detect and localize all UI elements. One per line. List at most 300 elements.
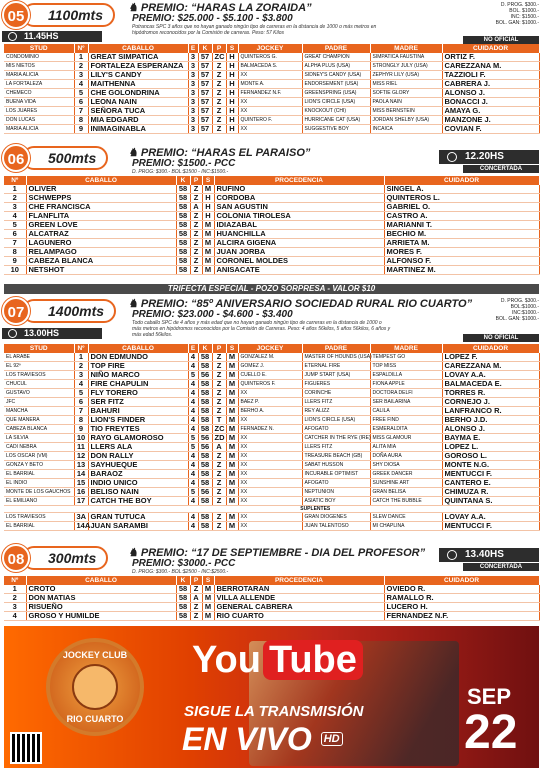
table-cell: M (202, 230, 214, 239)
bet-info: D. PROG. $300.- BOL. $1000.- INC: $1500.- BOL. GAN: $1000.- (495, 2, 539, 26)
table-cell: EL BARRIAL (4, 522, 74, 531)
table-cell: 3A (74, 513, 88, 522)
table-cell: Z (190, 585, 202, 594)
table-cell: XX (238, 434, 302, 443)
table-cell: H (202, 194, 214, 203)
table-cell: LOVAY A.A. (442, 371, 539, 380)
column-header: STUD (4, 44, 74, 53)
table-cell: XX (238, 470, 302, 479)
table-cell: LOS JUARES (4, 107, 74, 116)
table-cell: 4 (188, 389, 198, 398)
table-cell: 15 (74, 479, 88, 488)
table-cell: 7 (74, 107, 88, 116)
table-cell: SAN AGUSTIN (214, 203, 384, 212)
table-cell: REY ALIZZ (302, 407, 370, 416)
table-cell: RELAMPAGO (26, 248, 176, 257)
table-cell: MANZONE J. (442, 116, 539, 125)
table-cell: LLERS FITZ (302, 398, 370, 407)
table-cell: DON MATIAS (26, 594, 176, 603)
table-cell: 58 (176, 185, 190, 194)
horse-icon: ♞ (128, 147, 138, 159)
clock-icon (8, 329, 17, 338)
table-cell: 3 (188, 125, 198, 134)
table-cell: GOMEZ J. (238, 362, 302, 371)
table-cell: DOCTORA DELFI (370, 389, 442, 398)
table-cell: Z (212, 89, 226, 98)
table-cell: 3 (4, 603, 26, 612)
race-distance: 300mts (22, 546, 108, 570)
table-cell: LION'S CIRCLE (USA) (302, 416, 370, 425)
race-distance: 1100mts (22, 3, 115, 27)
prize-money: PREMIO: $25.000 - $5.100 - $3.800 (132, 13, 293, 24)
column-header: PROCEDENCIA (214, 176, 384, 185)
table-cell: 3 (188, 53, 198, 62)
stream-tagline: SIGUE LA TRANSMISIÓN (184, 703, 364, 720)
table-cell: Z (190, 185, 202, 194)
table-cell: 6 (4, 230, 26, 239)
table-cell: DON EDMUNDO (88, 353, 188, 362)
table-cell: MASTER OF HOUNDS (USA) (302, 353, 370, 362)
table-cell: CAREZZANA M. (442, 362, 539, 371)
table-cell: M (226, 461, 238, 470)
table-cell: 6 (74, 398, 88, 407)
column-header: JOCKEY (238, 44, 302, 53)
table-cell: 10 (74, 434, 88, 443)
table-cell: Z (190, 248, 202, 257)
race-7 (0, 296, 543, 531)
table-cell: STRONGLY JULY (USA) (370, 62, 442, 71)
table-cell: ESMERALDITA (370, 425, 442, 434)
table-cell: LILY'S CANDY (88, 71, 188, 80)
table-cell: M (226, 371, 238, 380)
table-cell: Z (212, 452, 226, 461)
table-cell: 58 (176, 257, 190, 266)
table-cell: M (226, 513, 238, 522)
table-cell: LLERS FITZ (302, 443, 370, 452)
table-cell: MONTE A. (238, 80, 302, 89)
table-cell: CORDOBA (214, 194, 384, 203)
table-cell: 58 (198, 479, 212, 488)
column-header: K (198, 44, 212, 53)
table-cell: MISS BERNSTEIN (370, 107, 442, 116)
race-6 (0, 143, 543, 275)
table-cell: CUELLO E. (238, 371, 302, 380)
table-cell: SINGEL A. (384, 185, 539, 194)
table-cell: M (202, 248, 214, 257)
table-cell: MENTUCCI F. (442, 522, 539, 531)
table-row (4, 239, 539, 248)
table-cell: XX (238, 416, 302, 425)
table-cell: IDIAZABAL (214, 221, 384, 230)
table-cell: 14A (74, 522, 88, 531)
table-cell: TEMPEST GO (370, 353, 442, 362)
table-cell: Z (212, 71, 226, 80)
table-cell: 5 (188, 371, 198, 380)
table-cell: QUINTEROS G. (238, 53, 302, 62)
table-cell: Z (212, 380, 226, 389)
table-cell: FREE FIND (370, 416, 442, 425)
table-cell: TORRES R. (442, 389, 539, 398)
table-cell: CADI NEBRA (4, 443, 74, 452)
table-cell: XX (238, 461, 302, 470)
table-cell: M (226, 470, 238, 479)
table-cell: 58 (176, 230, 190, 239)
table-cell: 5 (188, 443, 198, 452)
status-badge: NO OFICIAL (463, 36, 539, 44)
bet-info: D. PROG. $300.- BOL:$1000.- INC:$1000.- BOL. GAN: $1000.- (495, 298, 539, 322)
table-cell: H (202, 212, 214, 221)
table-cell: M (226, 416, 238, 425)
table-cell: 4 (188, 513, 198, 522)
table-cell: 57 (198, 107, 212, 116)
table-cell: BELISO NAIN (88, 488, 188, 497)
table-cell: TAZZIOLI F. (442, 71, 539, 80)
race-conditions: Potrancas SPC 3 años que no hayan ganado ningún tipo de carreras en la distancia de 1000 o más metros en hipódromos reconocidos por la Comisión de carreras. Peso: 57 Kilos (132, 24, 377, 36)
table-cell: CABRERA J. (442, 80, 539, 89)
table-cell: A (190, 594, 202, 603)
table-cell: 5 (74, 389, 88, 398)
column-header: K (176, 176, 190, 185)
table-cell: 58 (198, 380, 212, 389)
table-cell: M (226, 407, 238, 416)
table-cell: Z (212, 353, 226, 362)
table-cell: SLEW DANCE (370, 513, 442, 522)
table-cell: Z (212, 522, 226, 531)
table-cell: SOFTIE GLORY (370, 89, 442, 98)
table-cell: M (226, 398, 238, 407)
table-cell: 58 (198, 470, 212, 479)
table-cell: MAITHENNA (88, 80, 188, 89)
qr-code-icon[interactable] (10, 732, 42, 764)
table-cell: INIMAGINABLA (88, 125, 188, 134)
table-cell: CATCHER IN THE RYE (IRE) (302, 434, 370, 443)
race-time: 13.40HS (439, 548, 539, 562)
table-cell: M (226, 488, 238, 497)
table-cell: Z (190, 266, 202, 275)
live-label: EN VIVO $^{HD}$ (182, 722, 343, 756)
clock-icon (447, 550, 457, 560)
table-cell: MARIA ALICIA (4, 125, 74, 134)
table-cell: 58 (198, 362, 212, 371)
race-distance: 500mts (22, 146, 108, 170)
table-cell: Z (212, 107, 226, 116)
table-cell: MIA EDGARD (88, 116, 188, 125)
table-cell: COLONIA TIROLESA (214, 212, 384, 221)
table-cell: 57 (198, 53, 212, 62)
column-header: E (188, 44, 198, 53)
table-cell: 4 (188, 362, 198, 371)
horse-icon: ♞ (128, 2, 138, 14)
table-cell: GREAT CHAMPION (302, 53, 370, 62)
table-cell: SIMPATICA FAUSTINA (370, 53, 442, 62)
table-cell: ARRIETA M. (384, 239, 539, 248)
table-cell: 8 (74, 116, 88, 125)
table-cell: SER FITZ (88, 398, 188, 407)
table-cell: FIGUERES (302, 380, 370, 389)
table-cell: LOVAY A.A. (442, 513, 539, 522)
table-cell: CORNEJO J. (442, 398, 539, 407)
column-header: PADRE (302, 44, 370, 53)
table-cell: 57 (198, 71, 212, 80)
table-cell: CHEMECO (4, 89, 74, 98)
table-cell: GRAN DIOGENES (302, 513, 370, 522)
table-cell: GREEK DANCER (370, 470, 442, 479)
table-cell: 5 (188, 488, 198, 497)
table-cell: MI CHAPLINA (370, 522, 442, 531)
table-cell: FIRE CHAPULIN (88, 380, 188, 389)
table-cell: GONZALEZ M. (238, 353, 302, 362)
table-cell: Z (190, 194, 202, 203)
table-cell: CROTO (26, 585, 176, 594)
table-cell: SABAT HUSSON (302, 461, 370, 470)
trifecta-banner: TRIFECTA ESPECIAL - POZO SORPRESA - VALOR $10 (4, 284, 539, 294)
table-cell: BALMACEDA S. (238, 62, 302, 71)
column-header: CUIDADOR (442, 344, 539, 353)
table-cell: H (202, 203, 214, 212)
table-cell: SUGGESTIVE BOY (302, 125, 370, 134)
table-cell: BERROTARAN (214, 585, 384, 594)
column-header: P (190, 176, 202, 185)
table-cell: VILLA ALLENDE (214, 594, 384, 603)
table-cell: BECHIO M. (384, 230, 539, 239)
table-cell: LAGUNERO (26, 239, 176, 248)
table-row (4, 522, 539, 531)
table-cell: XX (238, 497, 302, 506)
table-cell: M (226, 497, 238, 506)
table-cell: Z (212, 513, 226, 522)
table-cell: Z (212, 479, 226, 488)
table-cell: M (202, 257, 214, 266)
table-cell: ALFONSO F. (384, 257, 539, 266)
table-cell: 9 (74, 125, 88, 134)
table-cell: 7 (74, 407, 88, 416)
table-cell: DON RALLY (88, 452, 188, 461)
table-cell: CATCH THE BOY (88, 497, 188, 506)
table-cell: M (202, 612, 214, 621)
race-time: 11.45HS (2, 31, 102, 42)
clock-icon (447, 152, 457, 162)
table-cell: 58 (198, 398, 212, 407)
table-cell: Z (212, 461, 226, 470)
table-cell: 58 (198, 425, 212, 434)
table-row (4, 612, 539, 621)
horse-emblem-icon (72, 664, 118, 710)
table-cell: GABRIEL O. (384, 203, 539, 212)
race-8 (0, 543, 543, 621)
table-cell: A (212, 443, 226, 452)
table-cell: M (226, 425, 238, 434)
table-cell: 58 (176, 212, 190, 221)
column-header: PADRE (302, 344, 370, 353)
table-cell: 7 (4, 239, 26, 248)
table-cell: GREENSPRING (USA) (302, 89, 370, 98)
table-cell: M (226, 353, 238, 362)
status-badge: CONCERTADA (463, 165, 539, 173)
date-month: SEP (467, 684, 512, 709)
table-cell: 58 (198, 416, 212, 425)
table-cell: 4 (74, 380, 88, 389)
column-header: CUIDADOR (384, 176, 539, 185)
table-cell: QUINTEROS L. (384, 194, 539, 203)
table-cell: Z (212, 125, 226, 134)
table-cell: CHE GOLONDRINA (88, 89, 188, 98)
table-cell: LLERS ALA (88, 443, 188, 452)
table-cell: QUINTANA S. (442, 497, 539, 506)
table-cell: Z (212, 80, 226, 89)
table-cell: 2 (4, 194, 26, 203)
table-cell: GROSO Y HUMILDE (26, 612, 176, 621)
table-cell: 3 (188, 107, 198, 116)
column-header: S (202, 576, 214, 585)
table-cell: INCURABLE OPTIMIST (302, 470, 370, 479)
table-cell: 57 (198, 98, 212, 107)
table-cell: XX (238, 479, 302, 488)
table-cell: H (226, 98, 238, 107)
prize-title: ♞ PREMIO: “85º ANIVERSARIO SOCIEDAD RURAL RIO CUARTO” (128, 298, 473, 310)
race-number: 07 (2, 297, 30, 325)
table-cell: FIONA APPLE (370, 380, 442, 389)
table-cell: ORTIZ F. (442, 53, 539, 62)
table-cell: 57 (198, 89, 212, 98)
table-cell: CANTERO E. (442, 479, 539, 488)
table-cell: 2 (4, 594, 26, 603)
table-cell: 2 (74, 62, 88, 71)
table-cell: LA FORTALEZA (4, 80, 74, 89)
table-cell: CONDOMINIO (4, 53, 74, 62)
table-cell: CATCH THE BUBBLE (370, 497, 442, 506)
table-cell: 56 (198, 371, 212, 380)
table-cell: H (226, 71, 238, 80)
column-header: CUIDADOR (384, 576, 539, 585)
table-cell: 58 (176, 594, 190, 603)
table-cell: M (202, 239, 214, 248)
table-cell: 3 (188, 98, 198, 107)
table-cell: ALCATRAZ (26, 230, 176, 239)
table-cell: M (226, 434, 238, 443)
table-cell: GRAN BELISA (370, 488, 442, 497)
table-cell: 9 (74, 425, 88, 434)
table-cell: NIÑO MARCO (88, 371, 188, 380)
table-cell: JUAN SARAMBI (88, 522, 188, 531)
table-cell: H (226, 89, 238, 98)
column-header: S (226, 344, 238, 353)
table-cell: ENDORSEMENT (USA) (302, 80, 370, 89)
youtube-stream-banner[interactable] (4, 626, 539, 768)
horse-icon: ♞ (128, 298, 138, 310)
table-cell: TREASURE BEACH (GB) (302, 452, 370, 461)
table-cell: 5 (188, 434, 198, 443)
table-cell: RISUEÑO (26, 603, 176, 612)
table-cell: GREEN LOVE (26, 221, 176, 230)
table-cell: 58 (176, 203, 190, 212)
table-cell: SHY DIOSA (370, 461, 442, 470)
entries-table (4, 344, 540, 531)
table-cell: M (202, 221, 214, 230)
table-cell: Z (212, 98, 226, 107)
table-cell: ZC (212, 53, 226, 62)
table-cell: 56 (198, 488, 212, 497)
table-cell: LOPEZ L. (442, 443, 539, 452)
table-cell: CABEZA BLANCA (26, 257, 176, 266)
race-time: 12.20HS (439, 150, 539, 164)
table-cell: TIO FREYTES (88, 425, 188, 434)
table-cell: 57 (198, 125, 212, 134)
table-cell: LEONA NAIN (88, 98, 188, 107)
table-cell: Z (212, 470, 226, 479)
table-cell: 56 (198, 434, 212, 443)
table-cell: 14 (74, 470, 88, 479)
table-row (4, 125, 539, 134)
table-cell: H (226, 116, 238, 125)
table-cell: 3 (188, 116, 198, 125)
table-cell: 4 (4, 612, 26, 621)
table-cell: MARIA ALICIA (4, 71, 74, 80)
prize-title: ♞ PREMIO: “HARAS EL PARAISO” (128, 147, 311, 159)
entries-table (4, 576, 540, 621)
table-cell: AFOGATO (302, 425, 370, 434)
column-header: P (212, 344, 226, 353)
table-cell: LION'S FINDER (88, 416, 188, 425)
table-cell: CHIMUZA R. (442, 488, 539, 497)
table-cell: 58 (198, 389, 212, 398)
table-cell: JFC (4, 398, 74, 407)
column-header: S (202, 176, 214, 185)
column-header: P (190, 576, 202, 585)
table-cell: 8 (4, 248, 26, 257)
table-cell: 58 (198, 452, 212, 461)
table-cell: Z (212, 488, 226, 497)
table-cell: 58 (176, 248, 190, 257)
table-cell: 4 (188, 479, 198, 488)
table-cell: 10 (4, 266, 26, 275)
table-cell: BERHO J.D. (442, 416, 539, 425)
table-cell: QUINTERO F. (238, 116, 302, 125)
table-cell: GREAT SIMPATICA (88, 53, 188, 62)
table-cell: 4 (188, 497, 198, 506)
table-cell: 57 (198, 80, 212, 89)
table-cell: LUCERO H. (384, 603, 539, 612)
table-cell: INDIO UNICO (88, 479, 188, 488)
table-cell: CASTRO A. (384, 212, 539, 221)
table-cell: FLY TORERO (88, 389, 188, 398)
column-header: CABALLO (88, 344, 188, 353)
table-cell: Z (190, 603, 202, 612)
table-cell: FLANFLITA (26, 212, 176, 221)
table-cell: JUAN TALENTOSO (302, 522, 370, 531)
table-cell: ALONSO J. (442, 425, 539, 434)
entries-table (4, 176, 540, 275)
table-cell: OVIEDO R. (384, 585, 539, 594)
table-cell: 4 (188, 452, 198, 461)
table-cell: MORES F. (384, 248, 539, 257)
date-day: 22 (464, 706, 518, 759)
table-cell: COVIAN F. (442, 125, 539, 134)
table-cell: DOÑA AURA (370, 452, 442, 461)
table-cell: 3 (74, 371, 88, 380)
table-cell: 3 (74, 71, 88, 80)
suplentes-label: SUPLENTES (4, 506, 539, 513)
race-distance: 1400mts (22, 299, 116, 323)
table-cell: Z (190, 230, 202, 239)
table-row (4, 257, 539, 266)
race-time: 13.00HS (2, 328, 102, 339)
table-cell: DON LUCAS (4, 116, 74, 125)
column-header: S (226, 44, 238, 53)
prize-money: PREMIO: $3000.- PCC (132, 558, 236, 569)
table-cell: Z (212, 389, 226, 398)
table-cell: MANCHA (4, 407, 74, 416)
table-cell: JUMP START (USA) (302, 371, 370, 380)
